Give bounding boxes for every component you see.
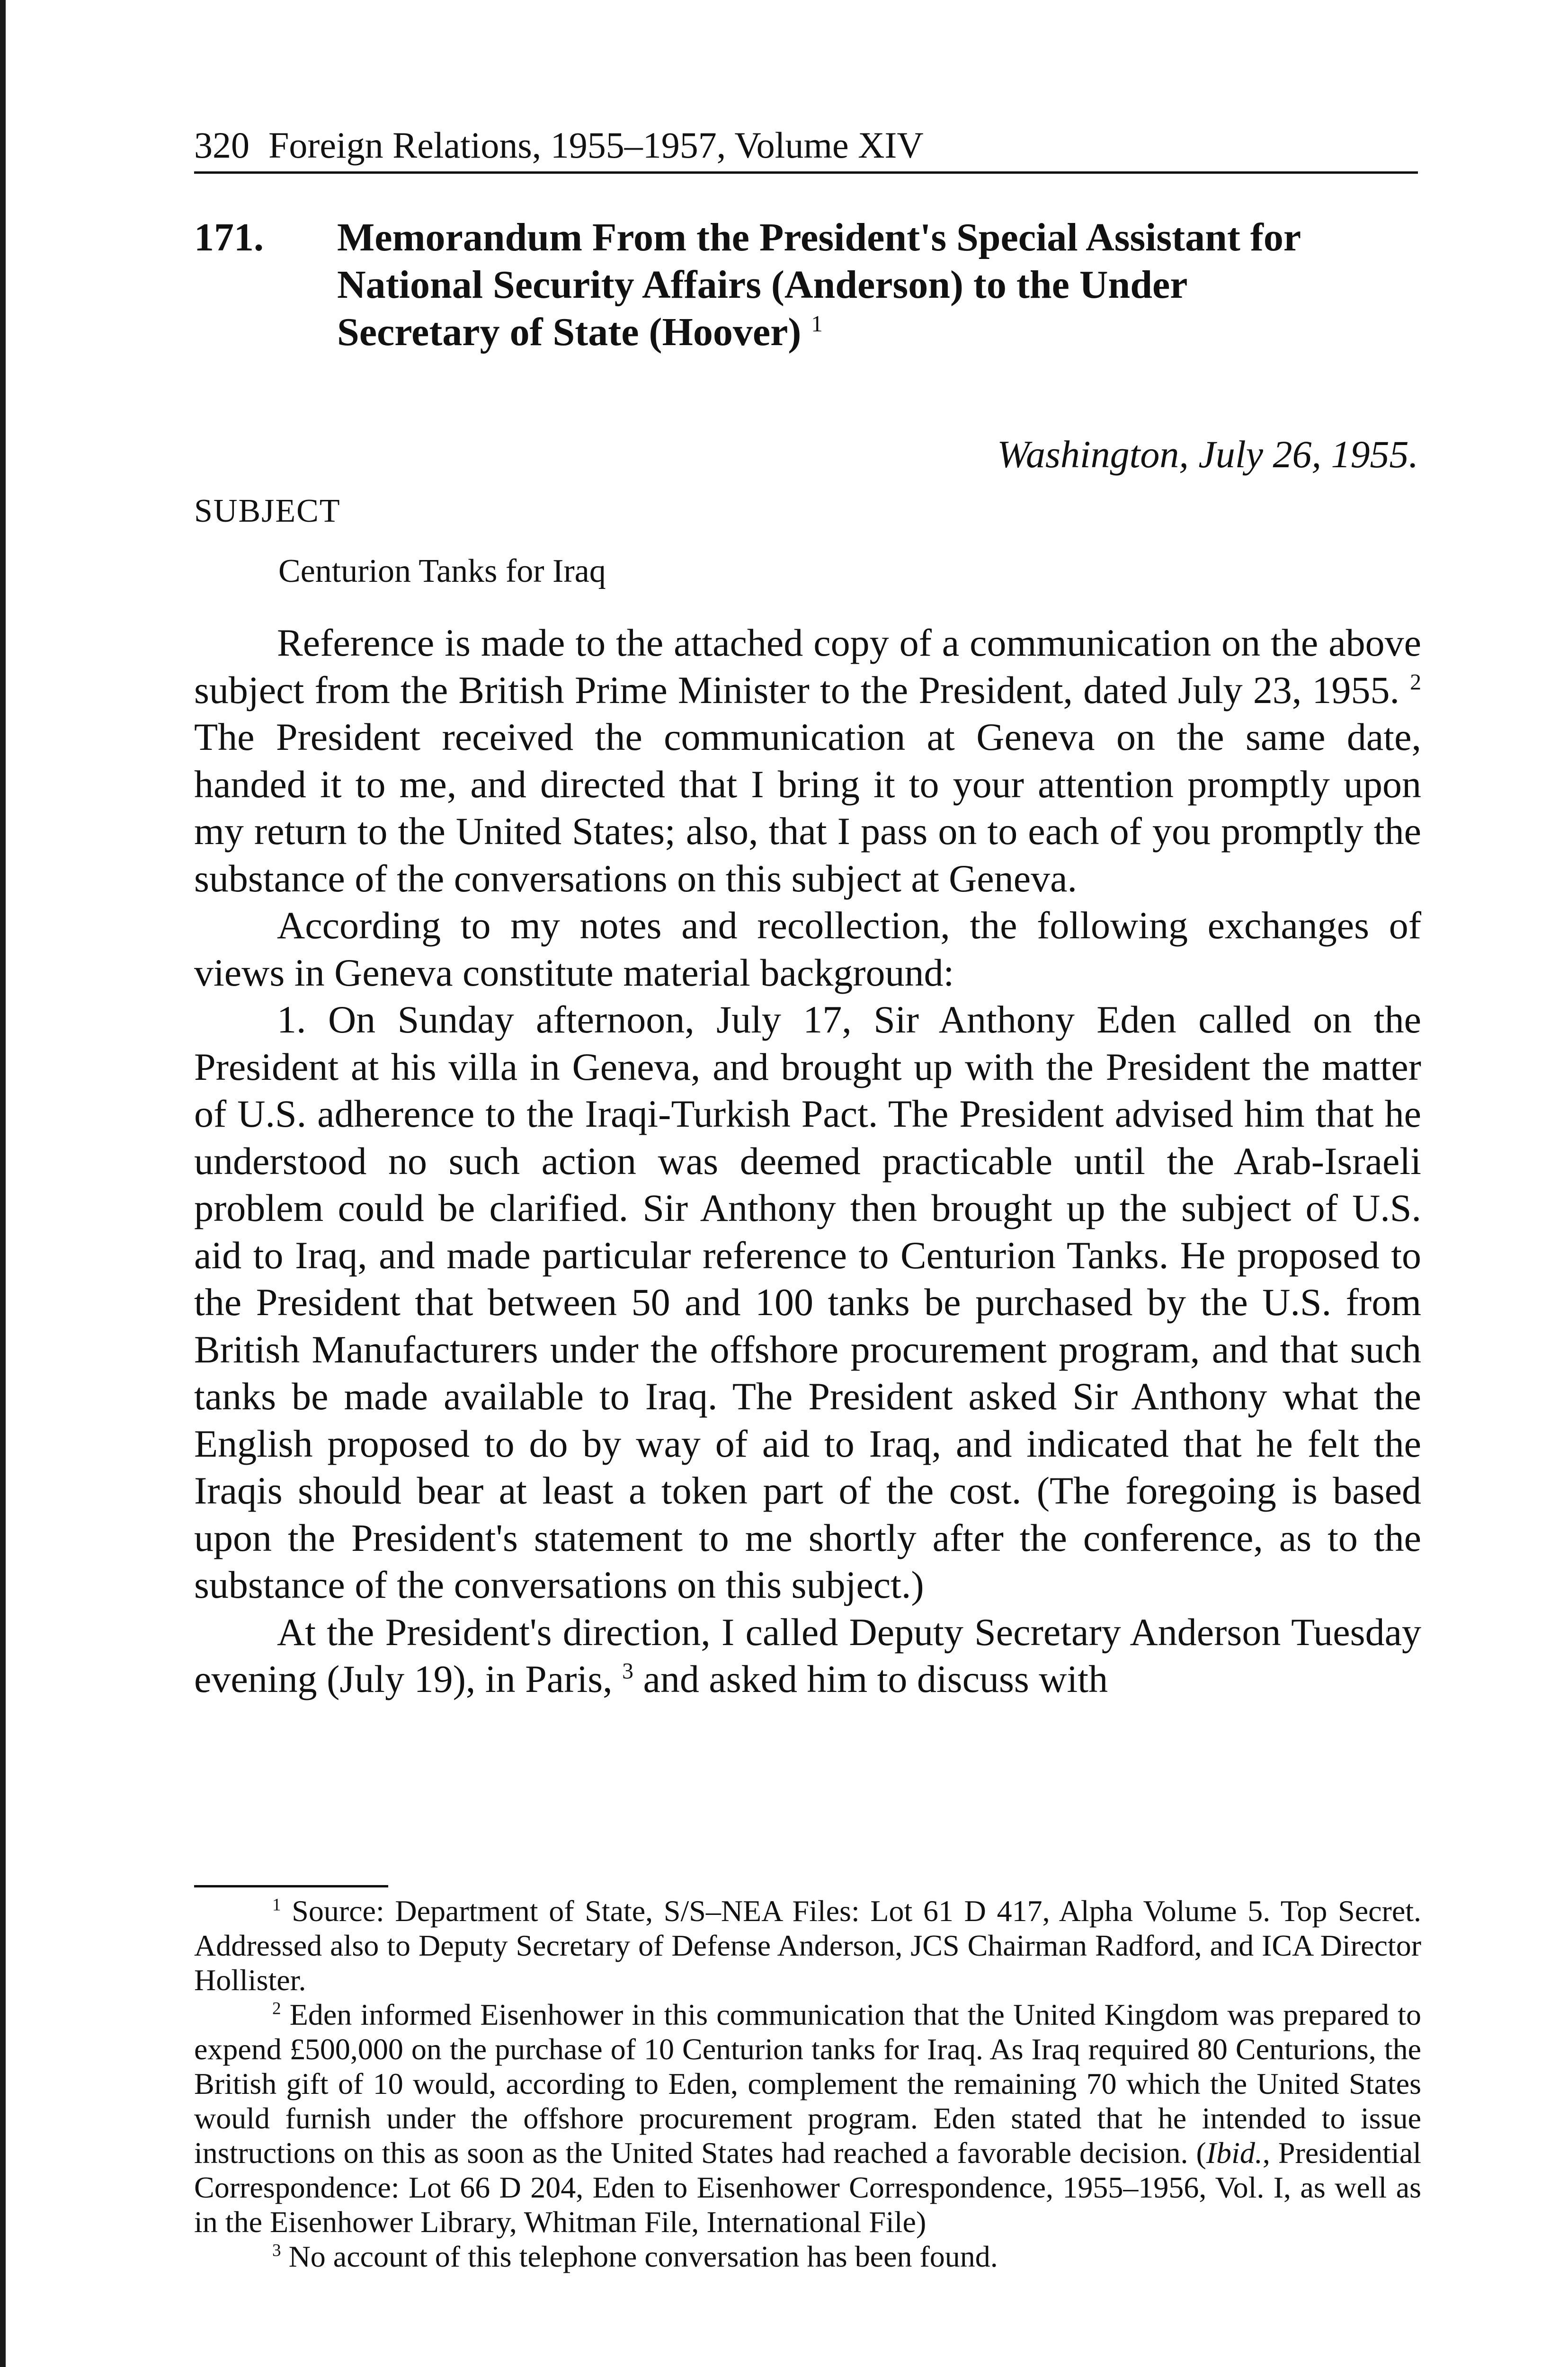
footnote-3-text: No account of this telephone conversation has been found. (281, 2240, 998, 2273)
footnote-ref-1[interactable]: 1 (811, 311, 823, 337)
footnote-ref-3[interactable]: 3 (622, 1659, 633, 1684)
page-edge (0, 0, 6, 2367)
document-title (337, 214, 1421, 356)
footnote-rule (194, 1885, 388, 1887)
paragraph-4-text-a: At the President's direction, I called Deputy Secretary Anderson Tuesday evening (July 19), in Paris, (194, 1610, 1421, 1700)
paragraph-4-text-b: and asked him to discuss with (633, 1657, 1108, 1700)
running-head (194, 124, 1418, 174)
title-line-3-text: Secretary of State (Hoover) (337, 310, 802, 354)
footnote-2 (194, 1997, 1421, 2239)
footnote-ref-2[interactable]: 2 (1410, 670, 1422, 695)
page-number: 320 (194, 125, 249, 166)
footnote-1-number: 1 (272, 1895, 281, 1915)
footnotes (194, 1894, 1421, 2274)
subject-text: Centurion Tanks for Iraq (278, 553, 606, 589)
title-line-3 (337, 309, 1421, 356)
footnote-2-number: 2 (272, 1999, 281, 2019)
paragraph-1 (194, 619, 1421, 902)
title-line-2: National Security Affairs (Anderson) to the Under (337, 263, 1188, 307)
paragraph-1-text-a: Reference is made to the attached copy of a communication on the above subject from the British Prime Minister to the President, dated July 23, 1955. (194, 621, 1421, 712)
footnote-2-ibid: Ibid. (1206, 2136, 1263, 2170)
footnote-2-text-a: Eden informed Eisenhower in this communication that the United Kingdom was prepared to expend £500,000 on the purchase of 10 Centurion tanks for Iraq. As Iraq required 80 Centurions, the British gift of 10 would, according to Eden, complement the remaining 70 which the United States would furnish under the offshore procurement program. Eden stated that he intended to issue instructions on this as soon as the United States had reached a favorable decision. ( (194, 1998, 1421, 2170)
footnote-1-text: Source: Department of State, S/S–NEA Files: Lot 61 D 417, Alpha Volume 5. Top Secret. Addressed also to Deputy Secretary of Defense Anderson, JCS Chairman Radford, and ICA Director Hollister. (194, 1894, 1421, 1997)
dateline: Washington, July 26, 1955. (997, 433, 1418, 476)
footnote-2-text-b: , Presidential Correspondence: Lot 66 D 204, Eden to Eisenhower Correspondence, 1955–1956, Vol. I, as well as in the Eisenhower Library, Whitman File, International File) (194, 2136, 1422, 2239)
title-line-1: Memorandum From the President's Special Assistant for (337, 215, 1301, 259)
body-text (194, 619, 1421, 1703)
paragraph-3: 1. On Sunday afternoon, July 17, Sir Anthony Eden called on the President at his villa in Geneva, and brought up with the President the matter of U.S. adherence to the Iraqi-Turkish Pact. The President advised him that he understood no such action was deemed practicable until the Arab-Israeli problem could be clarified. Sir Anthony then brought up the subject of U.S. aid to Iraq, and made particular reference to Centurion Tanks. He proposed to the President that between 50 and 100 tanks be purchased by the U.S. from British Manufacturers under the offshore procurement program, and that such tanks be made available to Iraq. The President asked Sir Anthony what the English proposed to do by way of aid to Iraq, and indicated that he felt the Iraqis should bear at least a token part of the cost. (The foregoing is based upon the President's statement to me shortly after the conference, as to the substance of the conversations on this subject.) (194, 998, 1421, 1606)
footnote-3-number: 3 (272, 2241, 281, 2260)
paragraph-2: According to my notes and recollection, the following exchanges of views in Geneva constitute material background: (194, 904, 1421, 994)
running-title: Foreign Relations, 1955–1957, Volume XIV (268, 125, 924, 166)
paragraph-4 (194, 1609, 1421, 1703)
subject-label: SUBJECT (194, 493, 341, 529)
footnote-1 (194, 1894, 1421, 1997)
paragraph-1-text-b: The President received the communication at Geneva on the same date, handed it to me, and directed that I bring it to your attention promptly upon my return to the United States; also, that I pass on to each of you promptly the substance of the conversations on this subject at Geneva. (194, 715, 1421, 900)
footnote-3 (194, 2239, 1421, 2274)
document-number: 171. (194, 215, 264, 259)
